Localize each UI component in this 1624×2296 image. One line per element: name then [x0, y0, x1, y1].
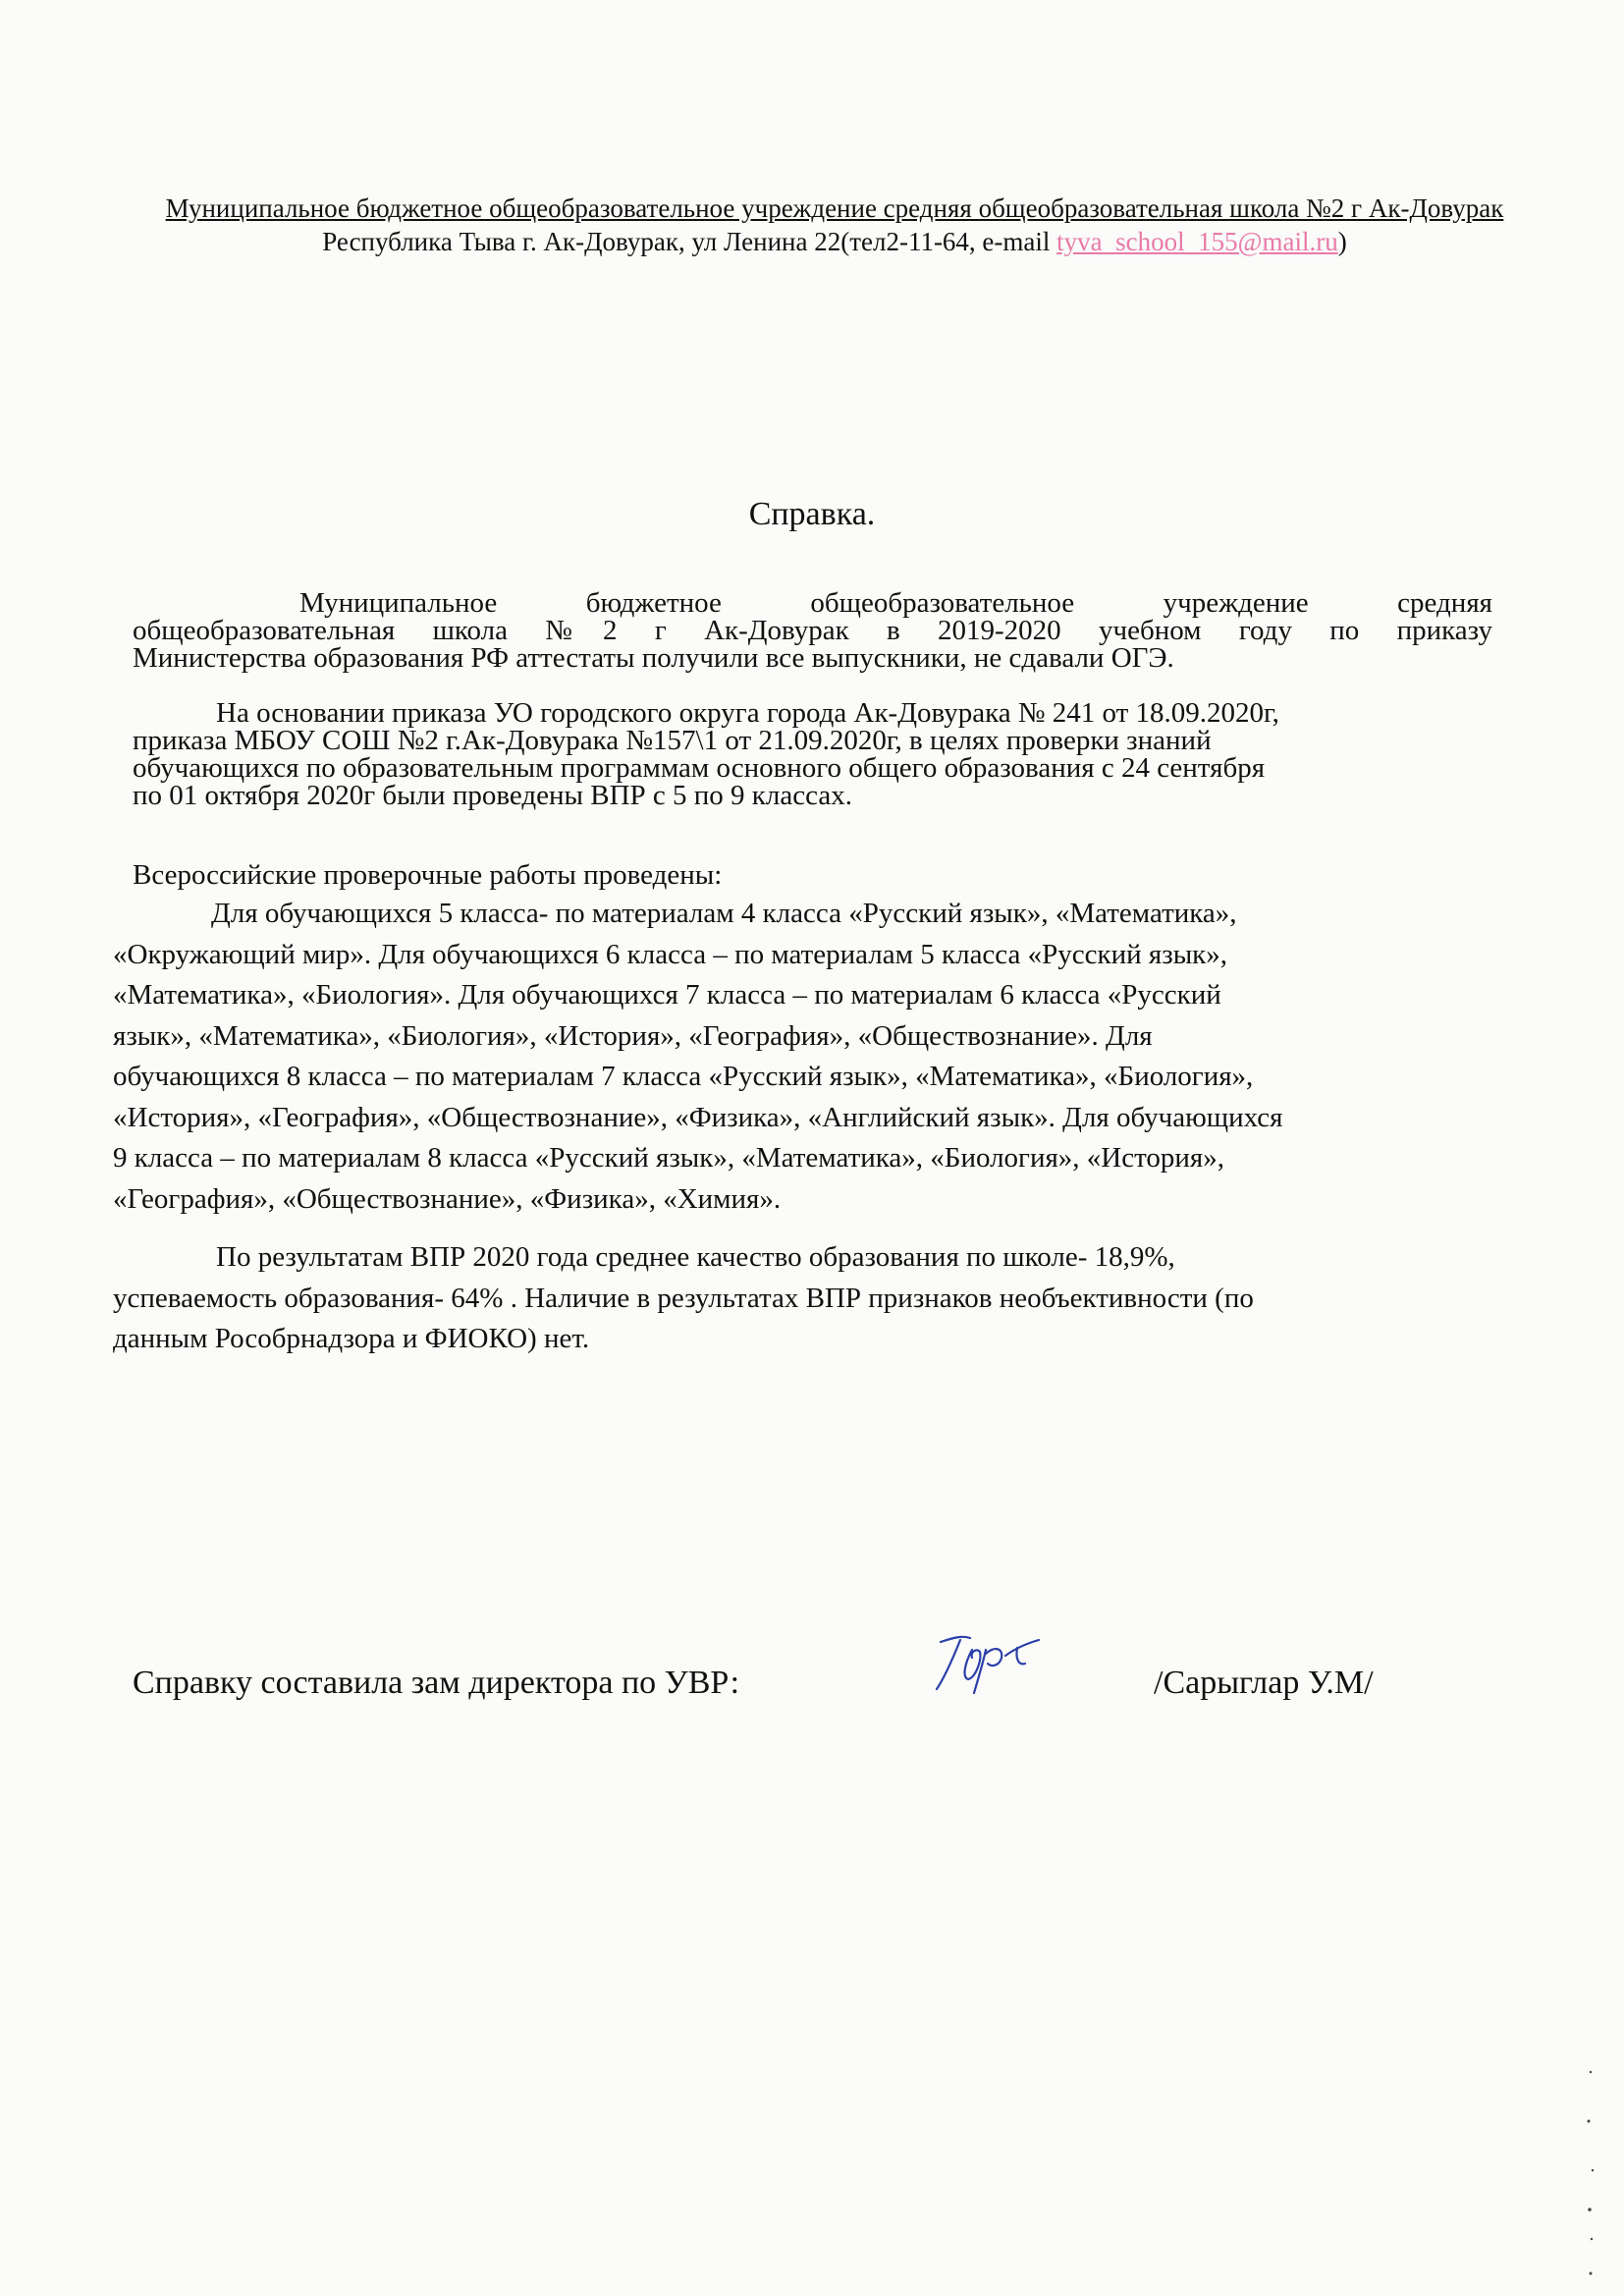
text-line: 9 класса – по материалам 8 класса «Русский язык», «Математика», «Биология», «История»,	[113, 1142, 1225, 1174]
text-line: Для обучающихся 5 класса- по материалам 4 класса «Русский язык», «Математика»,	[211, 898, 1237, 929]
paragraph-graduation	[133, 589, 1492, 672]
text-line: «Математика», «Биология». Для обучающихся 7 класса – по материалам 6 класса «Русский	[113, 979, 1221, 1011]
text-line: «История», «География», «Обществознание», «Физика», «Английский язык». Для обучающихся	[113, 1101, 1283, 1133]
text-line: «Окружающий мир». Для обучающихся 6 класса – по материалам 5 класса «Русский язык»,	[113, 938, 1228, 970]
text-line: Всероссийские проверочные работы проведены:	[133, 859, 723, 891]
text-line: общеобразовательная школа №2 г Ак-Довурак в 2019-2020 учебном году по приказу	[133, 615, 1492, 646]
paragraph-order-basis	[133, 699, 1527, 809]
organization-name: Муниципальное бюджетное общеобразовательное учреждение средняя общеобразовательная школа №2 г Ак-Довурак	[165, 193, 1504, 223]
address-text: Республика Тыва г. Ак-Довурак, ул Ленина 22(тел2-11-64, e-mail	[322, 227, 1057, 256]
text-line: Муниципальное бюджетное общеобразовательное учреждение средняя	[299, 587, 1492, 619]
signature-label: Справку составила зам директора по УВР:	[133, 1665, 740, 1701]
address-close: )	[1337, 227, 1347, 256]
document-title: Справка.	[748, 496, 876, 532]
text-line: данным Рособрнадзора и ФИОКО) нет.	[113, 1323, 590, 1354]
paragraph-results	[113, 1237, 1537, 1360]
text-line: по 01 октября 2020г были проведены ВПР с 5 по 9 классах.	[133, 780, 852, 811]
letterhead	[118, 191, 1551, 258]
text-line: По результатам ВПР 2020 года среднее качество образования по школе- 18,9%,	[216, 1241, 1175, 1273]
email-link[interactable]: tyva_school_155@mail.ru	[1056, 227, 1338, 256]
paragraph-intro	[133, 861, 1527, 889]
text-line: язык», «Математика», «Биология», «История», «География», «Обществознание». Для	[113, 1019, 1153, 1052]
text-line: «География», «Обществознание», «Физика», «Химия».	[113, 1182, 782, 1215]
text-line: Министерства образования РФ аттестаты получили все выпускники, не сдавали ОГЭ.	[133, 642, 1174, 674]
text-line: приказа МБОУ СОШ №2 г.Ак-Довурака №157\1 от 21.09.2020г, в целях проверки знаний	[133, 725, 1212, 756]
text-line: успеваемость образования- 64% . Наличие в результатах ВПР признаков необъективности (по	[113, 1282, 1254, 1314]
scan-noise-icon	[1581, 2062, 1600, 2288]
address-line	[118, 225, 1551, 258]
text-line: обучающихся по образовательным программам основного общего образования с 24 сентября	[133, 752, 1266, 784]
text-line: На основании приказа УО городского округа города Ак-Довурака № 241 от 18.09.2020г,	[216, 697, 1279, 729]
handwritten-signature-icon	[923, 1620, 1070, 1699]
signer-name: /Сарыглар У.М/	[1154, 1665, 1374, 1701]
paragraph-classes	[113, 894, 1537, 1220]
text-line: обучающихся 8 класса – по материалам 7 класса «Русский язык», «Математика», «Биология»,	[113, 1061, 1254, 1092]
